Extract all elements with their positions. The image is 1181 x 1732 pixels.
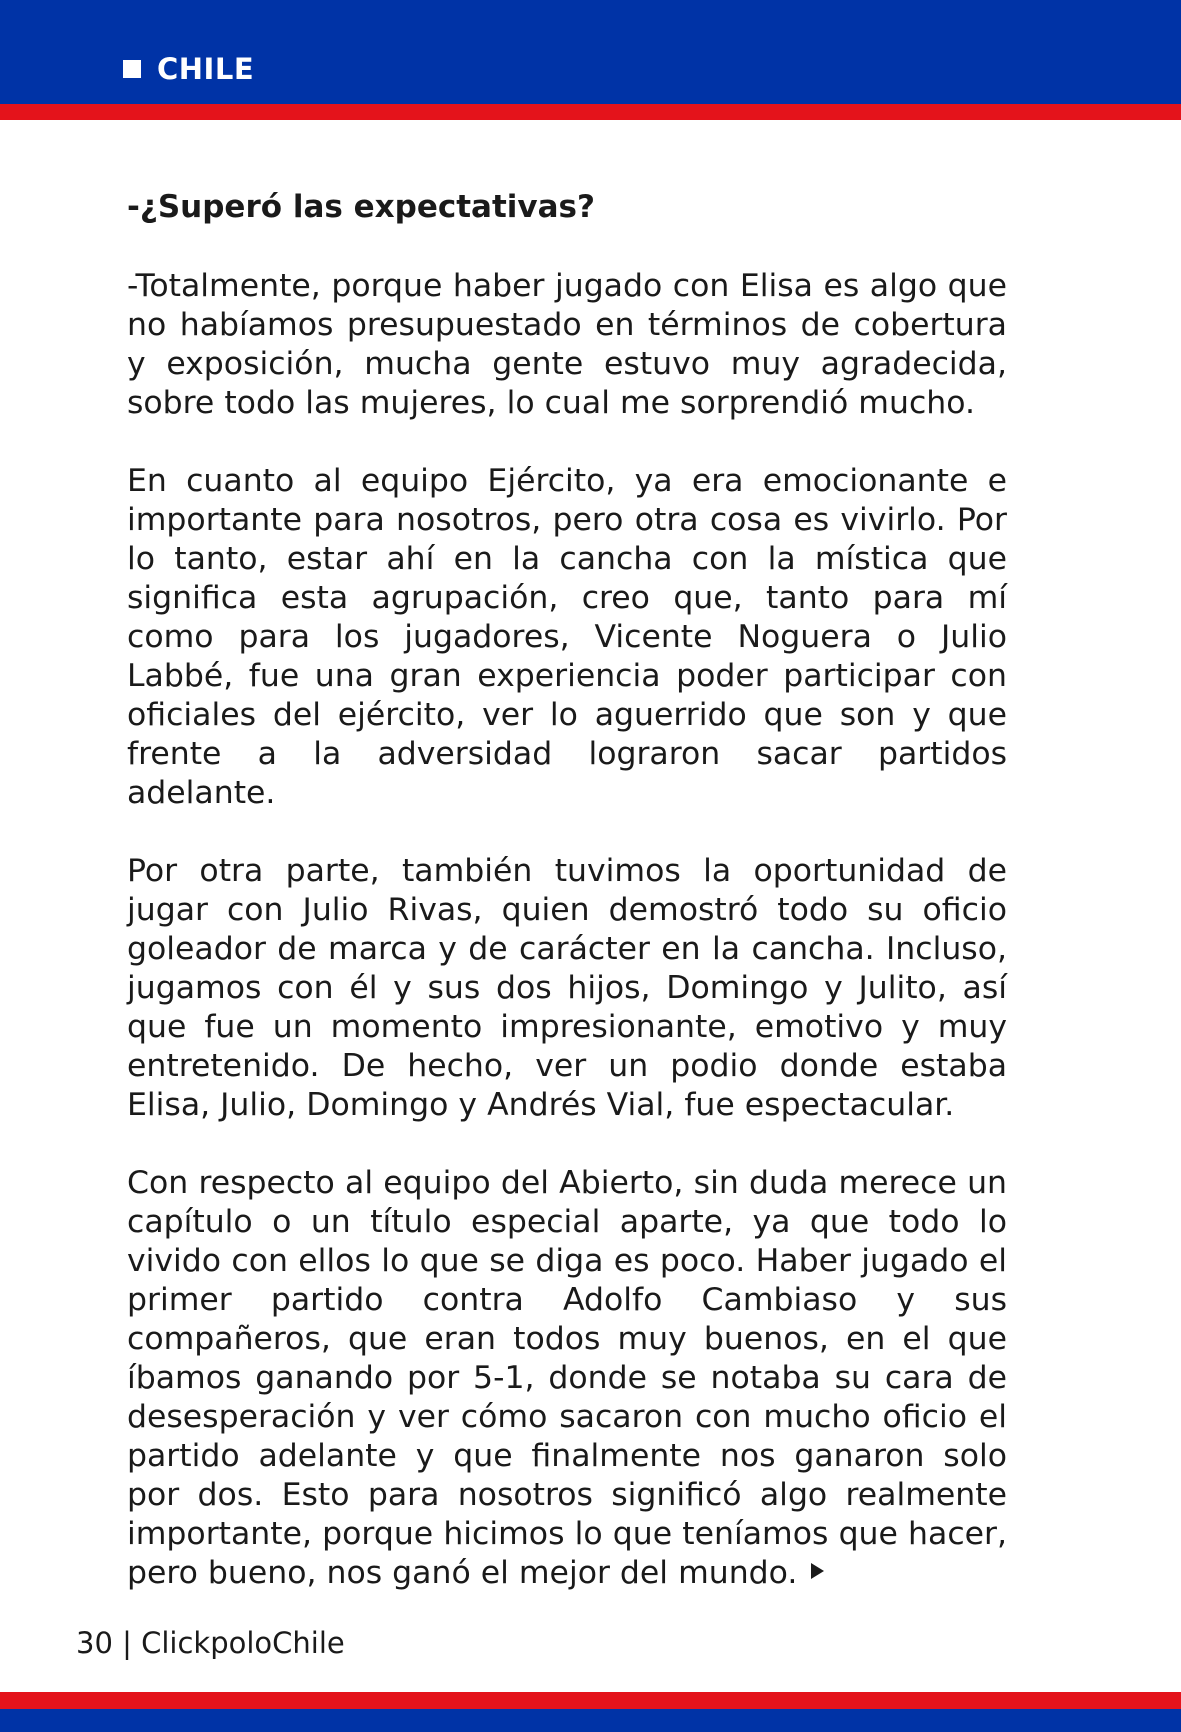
page-footer: 30 | ClickpoloChile (76, 1626, 345, 1660)
footer-band (0, 1709, 1181, 1732)
header-red-stripe (0, 104, 1181, 120)
square-icon (123, 60, 141, 78)
article-body (127, 188, 1007, 1593)
answer-paragraph-2: En cuanto al equipo Ejército, ya era emocionante e importante para nosotros, pero otra cosa es vivirlo. Por lo tanto, estar ahí en la cancha con la mística que significa esta agrupación, creo que, tanto para mí como para los jugadores, Vicente Noguera o Julio Labbé, fue una gran experiencia poder participar con oficiales del ejército, ver lo aguerrido que son y que frente a la adversidad lograron sacar partidos adelante. (127, 463, 1007, 811)
section-label (123, 52, 254, 86)
footer-red-stripe (0, 1692, 1181, 1709)
answer-paragraph-4-text: Con respecto al equipo del Abierto, sin duda merece un capítulo o un título especial aparte, ya que todo lo vivido con ellos lo que se diga es poco. Haber jugado el primer partido contra Adolfo Cambiaso y sus compañeros, que eran todos muy buenos, en el que íbamos ganando por 5-1, donde se notaba su cara de desesperación y ver cómo sacaron con mucho oficio el partido adelante y que finalmente nos ganaron solo por dos. Esto para nosotros significó algo realmente importante, porque hicimos lo que teníamos que hacer, pero bueno, nos ganó el mejor del mundo. (127, 1165, 1007, 1591)
answer-paragraph-4 (127, 1164, 1007, 1593)
answer-paragraph-3: Por otra parte, también tuvimos la oportunidad de jugar con Julio Rivas, quien demostró todo su oficio goleador de marca y de carácter en la cancha. Incluso, jugamos con él y sus dos hijos, Domingo y Julito, así que fue un momento impresionante, emotivo y muy entretenido. De hecho, ver un podio donde estaba Elisa, Julio, Domingo y Andrés Vial, fue espectacular. (127, 853, 1007, 1123)
answer-paragraph-1: -Totalmente, porque haber jugado con Elisa es algo que no habíamos presupuestado en términos de cobertura y exposición, mucha gente estuvo muy agradecida, sobre todo las mujeres, lo cual me sorprendió mucho. (127, 268, 1007, 421)
interview-question: -¿Superó las expectativas? (127, 189, 595, 225)
play-triangle-icon (811, 1563, 824, 1579)
section-label-text: CHILE (157, 52, 255, 86)
